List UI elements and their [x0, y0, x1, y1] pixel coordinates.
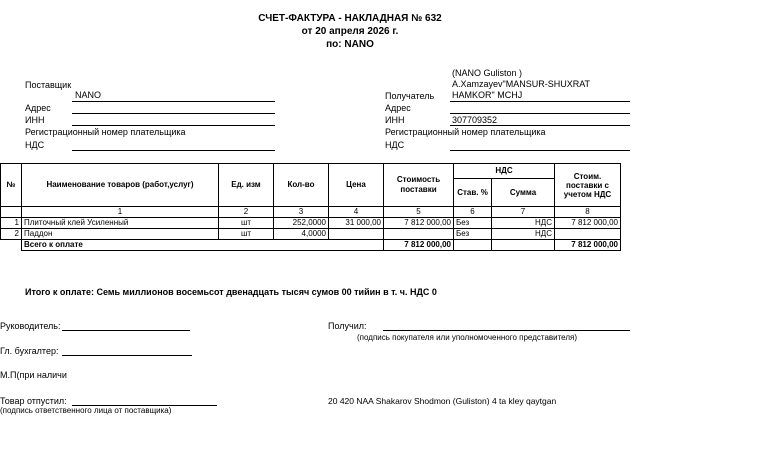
- header-total: Стоим. поставки с учетом НДС: [555, 164, 621, 207]
- col-num: 1: [22, 207, 219, 218]
- row-sum: НДС: [492, 218, 555, 229]
- recipient-inn-line: [450, 125, 630, 126]
- invoice-po: по: NANO: [326, 39, 374, 50]
- invoice-title: СЧЕТ-ФАКТУРА - НАКЛАДНАЯ № 632: [258, 13, 442, 24]
- header-name: Наименование товаров (работ,услуг): [22, 164, 219, 207]
- total-cost: 7 812 000,00: [384, 240, 454, 251]
- recipient-name-line: [450, 101, 630, 102]
- supplier-name-line: [72, 101, 275, 102]
- col-num: 4: [329, 207, 384, 218]
- header-price: Цена: [329, 164, 384, 207]
- released-note: (подпись ответственного лица от поставщика): [0, 406, 172, 415]
- recipient-reg-label: Регистрационный номер плательщика: [385, 127, 546, 137]
- row-rate: Без: [454, 218, 492, 229]
- total-empty: [1, 240, 22, 251]
- supplier-address-line: [72, 113, 275, 114]
- table-row: [1, 218, 621, 229]
- invoice-date: от 20 апреля 2026 г.: [301, 26, 399, 37]
- header-unit: Ед. изм: [219, 164, 274, 207]
- items-table: [0, 163, 621, 251]
- header-sum: Сумма: [492, 179, 555, 207]
- recipient-line1: (NANO Guliston ): [452, 68, 523, 78]
- row-rate: Без: [454, 229, 492, 240]
- row-no: 1: [1, 218, 22, 229]
- total-empty: [492, 240, 555, 251]
- row-total: [555, 229, 621, 240]
- head-signature-line: [62, 330, 190, 331]
- supplier-label: Поставщик: [25, 80, 72, 90]
- row-price: 31 000,00: [329, 218, 384, 229]
- supplier-inn-label: ИНН: [25, 115, 45, 125]
- table-header-row: [1, 164, 621, 179]
- col-num: 8: [555, 207, 621, 218]
- header-rate: Став. %: [454, 179, 492, 207]
- col-num: [1, 207, 22, 218]
- supplier-name: NANO: [75, 90, 102, 100]
- col-num: 6: [454, 207, 492, 218]
- supplier-address-label: Адрес: [25, 103, 51, 113]
- supplier-nds-label: НДС: [25, 140, 45, 150]
- accountant-signature-line: [62, 355, 192, 356]
- recipient-name: HAMKOR" MCHJ: [452, 90, 523, 100]
- row-no: 2: [1, 229, 22, 240]
- supplier-inn-line: [72, 125, 275, 126]
- col-num: 3: [274, 207, 329, 218]
- col-num: 5: [384, 207, 454, 218]
- received-label: Получил:: [328, 321, 367, 331]
- row-qty: 252,0000: [274, 218, 329, 229]
- total-sum: 7 812 000,00: [555, 240, 621, 251]
- header-no: №: [1, 164, 22, 207]
- recipient-label: Получатель: [385, 91, 435, 101]
- col-num: 2: [219, 207, 274, 218]
- row-unit: шт: [219, 229, 274, 240]
- supplier-reg-label: Регистрационный номер плательщика: [25, 127, 186, 137]
- payment-text: Итого к оплате: Семь миллионов восемьсот двенадцать тысяч сумов 00 тийин в т. ч. НДС 0: [25, 287, 437, 297]
- total-empty: [454, 240, 492, 251]
- row-cost: [384, 229, 454, 240]
- received-note: (подпись покупателя или уполномоченного представителя): [357, 333, 578, 342]
- head-label: Руководитель:: [0, 321, 61, 331]
- header-cost: Стоимость поставки: [384, 164, 454, 207]
- row-price: [329, 229, 384, 240]
- header-qty: Кол-во: [274, 164, 329, 207]
- recipient-address-line: [450, 113, 630, 114]
- header-nds: НДС: [454, 164, 555, 179]
- recipient-inn: 307709352: [452, 115, 498, 125]
- row-name: Паддон: [22, 229, 219, 240]
- delivery-note: 20 420 NAA Shakarov Shodmon (Guliston) 4 ta kley qaytgan: [328, 396, 557, 406]
- table-row: [1, 229, 621, 240]
- row-qty: 4,0000: [274, 229, 329, 240]
- row-unit: шт: [219, 218, 274, 229]
- recipient-nds-label: НДС: [385, 140, 405, 150]
- row-name: Плиточный клей Усиленный: [22, 218, 219, 229]
- mp-label: М.П(при наличи: [0, 370, 67, 380]
- table-total-row: [1, 240, 621, 251]
- recipient-line2: A.Xamzayev"MANSUR-SHUXRAT: [452, 79, 591, 89]
- recipient-nds-line: [450, 150, 630, 151]
- table-number-row: [1, 207, 621, 218]
- col-num: 7: [492, 207, 555, 218]
- row-sum: НДС: [492, 229, 555, 240]
- total-label: Всего к оплате: [22, 240, 384, 251]
- supplier-nds-line: [72, 150, 275, 151]
- recipient-address-label: Адрес: [385, 103, 411, 113]
- row-total: 7 812 000,00: [555, 218, 621, 229]
- released-label: Товар отпустил:: [0, 396, 67, 406]
- accountant-label: Гл. бухгалтер:: [0, 346, 59, 356]
- recipient-inn-label: ИНН: [385, 115, 405, 125]
- row-cost: 7 812 000,00: [384, 218, 454, 229]
- received-signature-line: [383, 330, 630, 331]
